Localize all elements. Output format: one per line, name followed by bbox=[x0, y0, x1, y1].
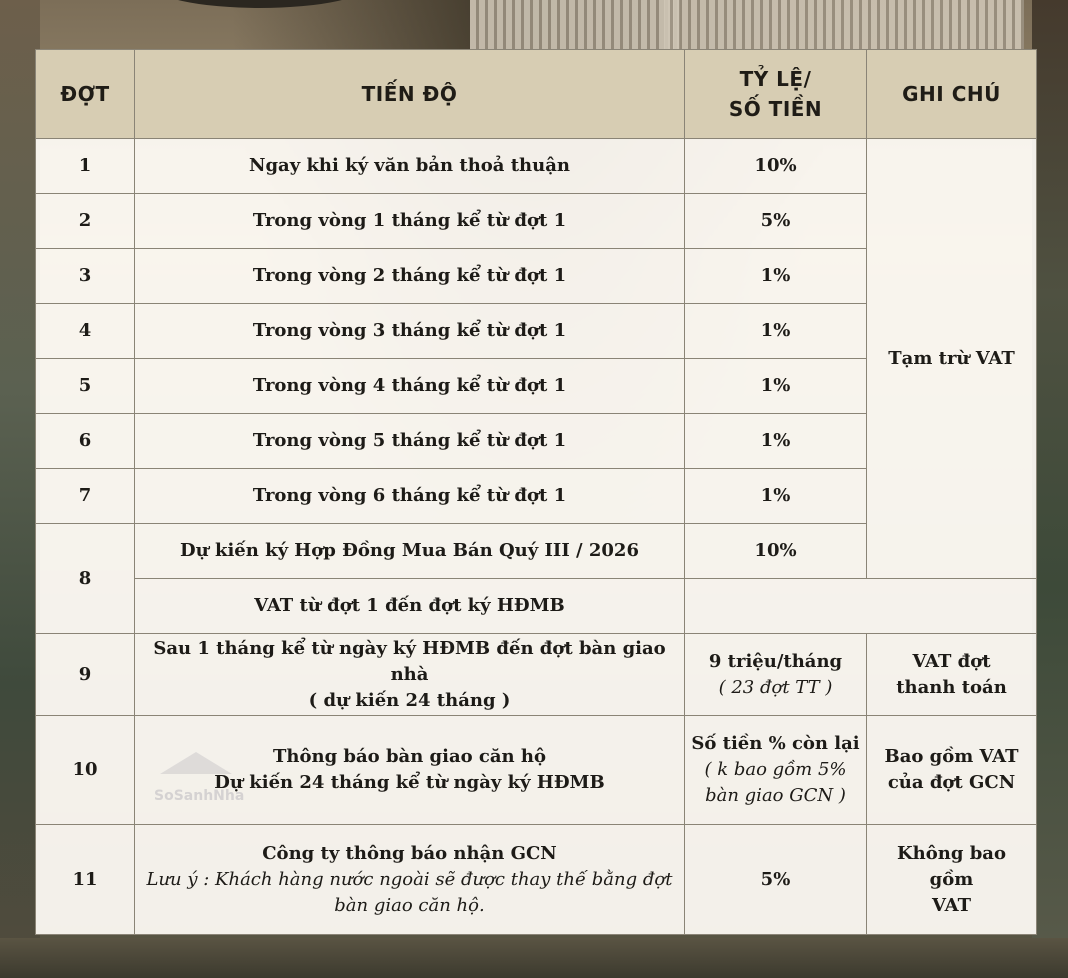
row10-ty-le-line2: ( k bao gồm 5% bbox=[704, 759, 847, 780]
row-dot: 10 bbox=[36, 716, 135, 825]
header-ty-le-line1: TỶ LỆ/ bbox=[739, 67, 812, 91]
row-ghi-chu bbox=[867, 825, 1037, 935]
row-tien-do bbox=[135, 825, 685, 935]
row10-tien-do-line2: Dự kiến 24 tháng kể từ ngày ký HĐMB bbox=[214, 772, 605, 793]
row10-ty-le-line1: Số tiền % còn lại bbox=[691, 733, 860, 754]
background-tower-left bbox=[470, 0, 680, 52]
watermark-text: SoSanhNha bbox=[154, 788, 245, 804]
background-tower-right bbox=[664, 0, 1024, 52]
row-ghi-chu bbox=[867, 716, 1037, 825]
row-ty-le: 5% bbox=[685, 825, 867, 935]
row-tien-do: Trong vòng 4 tháng kể từ đợt 1 bbox=[135, 359, 685, 414]
row-ty-le bbox=[685, 634, 867, 716]
row-ty-le: 1% bbox=[685, 249, 867, 304]
row11-ghi-chu-line1: Không bao gồm bbox=[897, 842, 1006, 890]
background-left-strip bbox=[0, 0, 40, 978]
background-dark-oval bbox=[150, 0, 370, 8]
house-roof-icon bbox=[160, 752, 232, 774]
row-ty-le: 1% bbox=[685, 469, 867, 524]
row-dot: 3 bbox=[36, 249, 135, 304]
row-ty-le bbox=[685, 716, 867, 825]
table-row bbox=[36, 139, 1037, 194]
row-ty-le: 1% bbox=[685, 359, 867, 414]
row-tien-do: Trong vòng 3 tháng kể từ đợt 1 bbox=[135, 304, 685, 359]
row-empty-cell bbox=[685, 579, 1037, 634]
row-dot: 9 bbox=[36, 634, 135, 716]
row-dot: 6 bbox=[36, 414, 135, 469]
table-row bbox=[36, 579, 1037, 634]
row-dot: 5 bbox=[36, 359, 135, 414]
row-ty-le: 5% bbox=[685, 194, 867, 249]
note-tam-tru-vat: Tạm trừ VAT bbox=[867, 139, 1037, 579]
header-tien-do: TIẾN ĐỘ bbox=[135, 50, 685, 139]
row-dot: 11 bbox=[36, 825, 135, 935]
row-dot: 4 bbox=[36, 304, 135, 359]
row-ty-le: 10% bbox=[685, 139, 867, 194]
row10-tien-do-line1: Thông báo bàn giao căn hộ bbox=[273, 746, 546, 767]
row-ty-le: 1% bbox=[685, 414, 867, 469]
row-ty-le: 10% bbox=[685, 524, 867, 579]
row-tien-do: Trong vòng 5 tháng kể từ đợt 1 bbox=[135, 414, 685, 469]
row9-ghi-chu-line1: VAT đợt bbox=[912, 650, 991, 672]
header-ghi-chu: GHI CHÚ bbox=[867, 50, 1037, 139]
row11-tien-do-line1: Công ty thông báo nhận GCN bbox=[262, 842, 557, 864]
row-vat-line: VAT từ đợt 1 đến đợt ký HĐMB bbox=[135, 579, 685, 634]
watermark-logo bbox=[150, 752, 290, 812]
row-dot: 8 bbox=[36, 524, 135, 634]
row9-ghi-chu-line2: thanh toán bbox=[896, 676, 1007, 698]
row9-ty-le-line1: 9 triệu/tháng bbox=[708, 650, 843, 672]
header-ty-le-line2: SỐ TIỀN bbox=[728, 97, 823, 121]
row9-tien-do-line2: ( dự kiến 24 tháng ) bbox=[308, 689, 511, 711]
header-dot: ĐỢT bbox=[36, 50, 135, 139]
row-tien-do: Trong vòng 1 tháng kể từ đợt 1 bbox=[135, 194, 685, 249]
row-tien-do: Ngay khi ký văn bản thoả thuận bbox=[135, 139, 685, 194]
header-ty-le bbox=[685, 50, 867, 139]
table-row bbox=[36, 825, 1037, 935]
row9-tien-do-line1: Sau 1 tháng kể từ ngày ký HĐMB đến đợt bàn giao nhà bbox=[153, 637, 666, 685]
background-bottom-strip bbox=[0, 938, 1068, 978]
row-dot: 2 bbox=[36, 194, 135, 249]
row10-ghi-chu-line1: Bao gồm VAT bbox=[884, 746, 1019, 767]
row11-note-line1: Lưu ý : Khách hàng nước ngoài sẽ được thay thế bằng đợt bbox=[146, 868, 673, 890]
row-tien-do bbox=[135, 634, 685, 716]
row10-ty-le-line3: bàn giao GCN ) bbox=[705, 785, 846, 806]
row-tien-do: Trong vòng 2 tháng kể từ đợt 1 bbox=[135, 249, 685, 304]
row-ghi-chu bbox=[867, 634, 1037, 716]
table-header-row bbox=[36, 50, 1037, 139]
row-dot: 1 bbox=[36, 139, 135, 194]
table-row bbox=[36, 634, 1037, 716]
row10-ghi-chu-line2: của đợt GCN bbox=[887, 772, 1016, 793]
row-dot: 7 bbox=[36, 469, 135, 524]
row-tien-do: Dự kiến ký Hợp Đồng Mua Bán Quý III / 2026 bbox=[135, 524, 685, 579]
row11-ghi-chu-line2: VAT bbox=[932, 894, 971, 916]
row-ty-le: 1% bbox=[685, 304, 867, 359]
background-right-strip bbox=[1032, 0, 1068, 978]
row9-ty-le-line2: ( 23 đợt TT ) bbox=[718, 676, 833, 698]
row-tien-do: Trong vòng 6 tháng kể từ đợt 1 bbox=[135, 469, 685, 524]
row11-note-line2: bàn giao căn hộ. bbox=[334, 894, 485, 916]
